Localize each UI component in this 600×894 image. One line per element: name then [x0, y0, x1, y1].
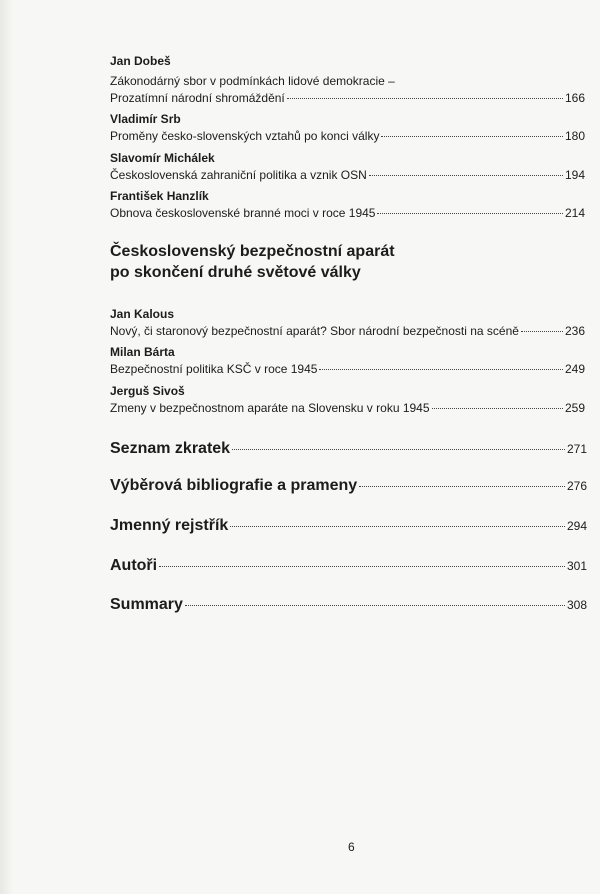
major-entry-label: Jmenný rejstřík — [110, 517, 229, 534]
toc-major-entry[interactable] — [110, 517, 587, 535]
section-heading-line2: po skončení druhé světové války — [110, 264, 361, 281]
section-heading-line1: Československý bezpečnostní aparát — [110, 243, 395, 260]
dot-leader — [377, 213, 562, 214]
major-entry-page: 271 — [566, 442, 587, 456]
page-edge — [0, 0, 14, 894]
entry-page: 259 — [564, 401, 585, 415]
author-name: František Hanzlík — [110, 189, 209, 203]
major-entry-label: Autoři — [110, 557, 158, 574]
major-entry-page: 294 — [566, 519, 587, 533]
page-number: 6 — [348, 840, 355, 854]
entry-page: 249 — [564, 362, 585, 376]
entry-title: Bezpečnostní politika KSČ v roce 1945 — [110, 362, 318, 376]
toc-entry[interactable] — [110, 206, 585, 220]
major-entry-page: 276 — [566, 479, 587, 493]
dot-leader — [359, 486, 565, 487]
major-entry-page: 308 — [566, 598, 587, 612]
toc-entry[interactable] — [110, 401, 585, 415]
dot-leader — [521, 331, 563, 332]
toc-major-entry[interactable] — [110, 440, 587, 458]
dot-leader — [159, 566, 565, 567]
toc-major-entry[interactable] — [110, 557, 587, 575]
dot-leader — [432, 408, 563, 409]
dot-leader — [381, 136, 563, 137]
dot-leader — [230, 526, 565, 527]
entry-title: Obnova československé branné moci v roce 1945 — [110, 206, 376, 220]
author-name: Jerguš Sivoš — [110, 384, 185, 398]
entry-title: Nový, či staronový bezpečnostní aparát? Sbor národní bezpečnosti na scéně — [110, 324, 519, 338]
dot-leader — [287, 98, 563, 99]
major-entry-label: Výběrová bibliografie a prameny — [110, 477, 358, 494]
author-name: Vladimír Srb — [110, 112, 181, 126]
entry-page: 166 — [564, 91, 585, 105]
author-name: Slavomír Michálek — [110, 151, 215, 165]
entry-title: Proměny česko-slovenských vztahů po konci války — [110, 129, 380, 143]
major-entry-label: Seznam zkratek — [110, 440, 231, 457]
author-name: Jan Dobeš — [110, 54, 171, 68]
entry-page: 236 — [564, 324, 585, 338]
author-name: Milan Bárta — [110, 345, 175, 359]
toc-entry[interactable] — [110, 324, 585, 338]
major-entry-page: 301 — [566, 559, 587, 573]
dot-leader — [369, 175, 563, 176]
entry-title: Prozatímní národní shromáždění — [110, 91, 285, 105]
entry-page: 194 — [564, 168, 585, 182]
toc-major-entry[interactable] — [110, 477, 587, 495]
entry-title: Československá zahraniční politika a vznik OSN — [110, 168, 367, 182]
major-entry-label: Summary — [110, 596, 183, 613]
entry-title: Zmeny v bezpečnostnom aparáte na Slovensku v roku 1945 — [110, 401, 430, 415]
toc-entry[interactable] — [110, 129, 585, 143]
toc-entry[interactable] — [110, 91, 585, 105]
dot-leader — [319, 369, 563, 370]
entry-title-line: Zákonodárný sbor v podmínkách lidové demokracie – — [110, 74, 395, 88]
entry-page: 214 — [564, 206, 585, 220]
toc-major-entry[interactable] — [110, 596, 587, 614]
toc-entry[interactable] — [110, 168, 585, 182]
toc-entry[interactable] — [110, 362, 585, 376]
entry-page: 180 — [564, 129, 585, 143]
dot-leader — [185, 605, 565, 606]
dot-leader — [232, 449, 565, 450]
author-name: Jan Kalous — [110, 307, 175, 321]
